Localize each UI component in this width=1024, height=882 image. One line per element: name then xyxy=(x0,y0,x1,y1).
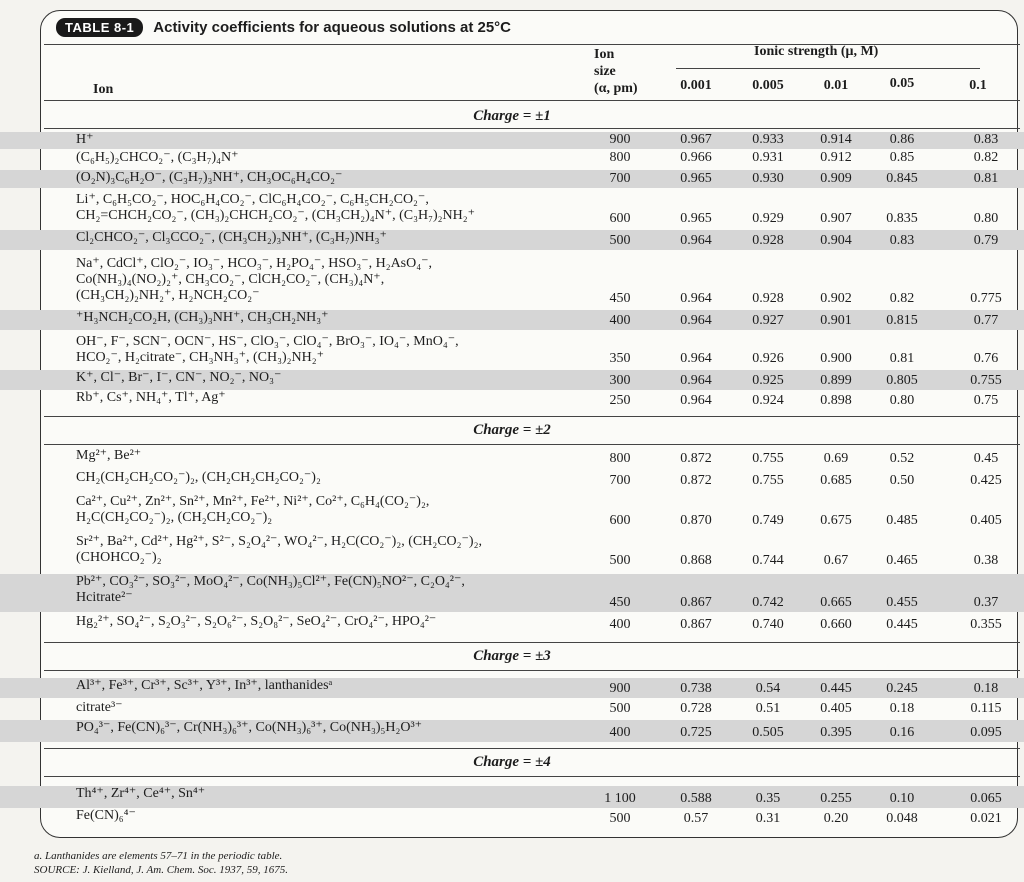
ion-size-value: 900 xyxy=(609,681,631,696)
table-row xyxy=(0,470,1024,490)
table-row xyxy=(0,786,1024,808)
table-row xyxy=(0,678,1024,698)
coef-0-05: 0.245 xyxy=(886,681,918,696)
table-row xyxy=(0,720,1024,742)
coef-0-001: 0.867 xyxy=(680,595,712,610)
coef-0-005: 0.925 xyxy=(752,373,784,388)
coef-0-05: 0.16 xyxy=(889,725,915,740)
coef-0-01: 0.901 xyxy=(820,313,852,328)
ion-size-header-line3: (α, pm) xyxy=(594,81,638,96)
ion-size-value: 450 xyxy=(609,595,631,610)
coef-0-1: 0.425 xyxy=(970,473,1002,488)
ion-size-value: 450 xyxy=(609,291,631,306)
section-rule-3-top xyxy=(44,642,1020,643)
coef-0-1: 0.115 xyxy=(970,701,1002,716)
ion-size-value: 600 xyxy=(609,513,631,528)
section-rule-2 xyxy=(44,444,1020,445)
coef-0-01: 0.255 xyxy=(820,791,852,806)
coef-0-01: 0.405 xyxy=(820,701,852,716)
coef-0-05: 0.485 xyxy=(886,513,918,528)
coef-0-1: 0.755 xyxy=(970,373,1002,388)
coef-0-001: 0.867 xyxy=(680,617,712,632)
coef-0-01: 0.660 xyxy=(820,617,852,632)
coef-0-01: 0.675 xyxy=(820,513,852,528)
ion-list: CH₂(CH₂CH₂CO₂⁻)₂, (CH₂CH₂CH₂CO₂⁻)₂ xyxy=(76,470,321,485)
coef-0-01: 0.67 xyxy=(823,553,849,568)
coef-0-01: 0.909 xyxy=(820,171,852,186)
coef-0-1: 0.77 xyxy=(973,313,999,328)
strength-0-005: 0.005 xyxy=(752,78,784,93)
coef-0-1: 0.75 xyxy=(973,393,999,408)
coef-0-05: 0.83 xyxy=(889,233,915,248)
coef-0-005: 0.926 xyxy=(752,351,784,366)
ion-list: Ca²⁺, Cu²⁺, Zn²⁺, Sn²⁺, Mn²⁺, Fe²⁺, Ni²⁺, Co²⁺, C₆H₄(CO₂⁻)₂, H₂C(CH₂CO₂⁻)₂, (CH₂CH₂CO₂⁻)₂ xyxy=(76,494,430,525)
coef-0-005: 0.928 xyxy=(752,233,784,248)
coef-0-005: 0.931 xyxy=(752,150,784,165)
ion-size-header-line1: Ion xyxy=(594,47,615,62)
ion-size-value: 500 xyxy=(609,701,631,716)
coef-0-001: 0.872 xyxy=(680,473,712,488)
section-rule-4 xyxy=(44,776,1020,777)
coef-0-005: 0.924 xyxy=(752,393,784,408)
coef-0-1: 0.775 xyxy=(970,291,1002,306)
coef-0-001: 0.965 xyxy=(680,171,712,186)
coef-0-001: 0.964 xyxy=(680,313,712,328)
section-heading-charge-4: Charge = ±4 xyxy=(473,754,551,770)
table-row xyxy=(0,494,1024,530)
coef-0-05: 0.82 xyxy=(889,291,915,306)
ion-list: K⁺, Cl⁻, Br⁻, I⁻, CN⁻, NO₂⁻, NO₃⁻ xyxy=(76,370,282,385)
coef-0-1: 0.76 xyxy=(973,351,999,366)
ion-size-value: 700 xyxy=(609,473,631,488)
ion-list: OH⁻, F⁻, SCN⁻, OCN⁻, HS⁻, ClO₃⁻, ClO₄⁻, BrO₃⁻, IO₄⁻, MnO₄⁻, HCO₂⁻, H₂citrate⁻, CH₃NH₃⁺, (CH₃)₂NH₂⁺ xyxy=(76,334,459,365)
coef-0-001: 0.964 xyxy=(680,291,712,306)
coef-0-005: 0.755 xyxy=(752,473,784,488)
coef-0-1: 0.83 xyxy=(973,132,999,147)
coef-0-001: 0.872 xyxy=(680,451,712,466)
coef-0-001: 0.964 xyxy=(680,351,712,366)
section-heading-charge-3: Charge = ±3 xyxy=(473,648,551,664)
section-rule-3 xyxy=(44,670,1020,671)
table-row xyxy=(0,132,1024,149)
coef-0-1: 0.021 xyxy=(970,811,1002,826)
coef-0-1: 0.18 xyxy=(973,681,999,696)
coef-0-001: 0.725 xyxy=(680,725,712,740)
ion-list: Th⁴⁺, Zr⁴⁺, Ce⁴⁺, Sn⁴⁺ xyxy=(76,786,206,801)
coef-0-1: 0.38 xyxy=(973,553,999,568)
table-row xyxy=(0,310,1024,330)
table-row xyxy=(0,192,1024,228)
ion-list: Sr²⁺, Ba²⁺, Cd²⁺, Hg²⁺, S²⁻, S₂O₄²⁻, WO₄²⁻, H₂C(CO₂⁻)₂, (CH₂CO₂⁻)₂, (CHOHCO₂⁻)₂ xyxy=(76,534,482,565)
coef-0-01: 0.685 xyxy=(820,473,852,488)
coef-0-01: 0.898 xyxy=(820,393,852,408)
coef-0-005: 0.930 xyxy=(752,171,784,186)
coef-0-005: 0.933 xyxy=(752,132,784,147)
table-row xyxy=(0,390,1024,410)
coef-0-01: 0.914 xyxy=(820,132,852,147)
coef-0-1: 0.37 xyxy=(973,595,999,610)
coef-0-05: 0.455 xyxy=(886,595,918,610)
ion-list: Cl₂CHCO₂⁻, Cl₃CCO₂⁻, (CH₃CH₂)₃NH⁺, (C₃H₇)NH₃⁺ xyxy=(76,230,387,245)
table-row xyxy=(0,448,1024,468)
table-row xyxy=(0,170,1024,188)
coef-0-005: 0.51 xyxy=(755,701,781,716)
ion-header: Ion xyxy=(93,82,114,97)
coef-0-005: 0.929 xyxy=(752,211,784,226)
ion-size-value: 800 xyxy=(609,451,631,466)
coef-0-1: 0.095 xyxy=(970,725,1002,740)
ion-list: (C₆H₅)₂CHCO₂⁻, (C₃H₇)₄N⁺ xyxy=(76,150,239,165)
coef-0-05: 0.10 xyxy=(889,791,915,806)
ion-list: PO₄³⁻, Fe(CN)₆³⁻, Cr(NH₃)₆³⁺, Co(NH₃)₆³⁺, Co(NH₃)₅H₂O³⁺ xyxy=(76,720,423,735)
strength-0-001: 0.001 xyxy=(680,78,712,93)
strength-0-05: 0.05 xyxy=(889,76,915,91)
coef-0-05: 0.50 xyxy=(889,473,915,488)
ion-list: Al³⁺, Fe³⁺, Cr³⁺, Sc³⁺, Y³⁺, In³⁺, lanthanidesᵃ xyxy=(76,678,333,693)
coef-0-1: 0.80 xyxy=(973,211,999,226)
coef-0-001: 0.964 xyxy=(680,233,712,248)
coef-0-001: 0.967 xyxy=(680,132,712,147)
coef-0-05: 0.465 xyxy=(886,553,918,568)
coef-0-05: 0.445 xyxy=(886,617,918,632)
footnote-lanthanides: a. Lanthanides are elements 57–71 in the periodic table. xyxy=(34,850,283,862)
ion-size-value: 300 xyxy=(609,373,631,388)
section-rule-4-top xyxy=(44,748,1020,749)
coef-0-001: 0.965 xyxy=(680,211,712,226)
ion-list: Pb²⁺, CO₃²⁻, SO₃²⁻, MoO₄²⁻, Co(NH₃)₅Cl²⁺, Fe(CN)₅NO²⁻, C₂O₄²⁻, Hcitrate²⁻ xyxy=(76,574,465,605)
coef-0-01: 0.899 xyxy=(820,373,852,388)
table-row xyxy=(0,534,1024,570)
ion-list: Rb⁺, Cs⁺, NH₄⁺, Tl⁺, Ag⁺ xyxy=(76,390,226,405)
coef-0-05: 0.81 xyxy=(889,351,915,366)
ion-size-header-line2: size xyxy=(594,64,616,79)
coef-0-001: 0.728 xyxy=(680,701,712,716)
coef-0-1: 0.405 xyxy=(970,513,1002,528)
ion-list: citrate³⁻ xyxy=(76,700,123,715)
ion-list: Fe(CN)₆⁴⁻ xyxy=(76,808,136,823)
ion-size-value: 500 xyxy=(609,811,631,826)
ion-size-value: 900 xyxy=(609,132,631,147)
ion-list: Hg₂²⁺, SO₄²⁻, S₂O₃²⁻, S₂O₆²⁻, S₂O₈²⁻, SeO₄²⁻, CrO₄²⁻, HPO₄²⁻ xyxy=(76,614,437,629)
coef-0-005: 0.742 xyxy=(752,595,784,610)
ion-size-value: 400 xyxy=(609,313,631,328)
strength-0-1: 0.1 xyxy=(969,78,987,93)
coef-0-1: 0.79 xyxy=(973,233,999,248)
section-rule-2-top xyxy=(44,416,1020,417)
table-row xyxy=(0,230,1024,250)
coef-0-001: 0.868 xyxy=(680,553,712,568)
coef-0-001: 0.57 xyxy=(683,811,709,826)
coef-0-05: 0.86 xyxy=(889,132,915,147)
section-heading-charge-2: Charge = ±2 xyxy=(473,422,551,438)
ion-size-value: 700 xyxy=(609,171,631,186)
coef-0-01: 0.912 xyxy=(820,150,852,165)
coef-0-005: 0.928 xyxy=(752,291,784,306)
table-row xyxy=(0,574,1024,612)
table-row xyxy=(0,700,1024,718)
coef-0-05: 0.18 xyxy=(889,701,915,716)
coef-0-005: 0.31 xyxy=(755,811,781,826)
coef-0-005: 0.54 xyxy=(755,681,781,696)
coef-0-01: 0.20 xyxy=(823,811,849,826)
header-rule xyxy=(44,100,1020,101)
ion-list: ⁺H₃NCH₂CO₂H, (CH₃)₃NH⁺, CH₃CH₂NH₃⁺ xyxy=(76,310,329,325)
coef-0-005: 0.35 xyxy=(755,791,781,806)
coef-0-05: 0.52 xyxy=(889,451,915,466)
coef-0-05: 0.815 xyxy=(886,313,918,328)
ion-size-value: 800 xyxy=(609,150,631,165)
ion-size-value: 350 xyxy=(609,351,631,366)
ion-size-value: 400 xyxy=(609,617,631,632)
coef-0-01: 0.69 xyxy=(823,451,849,466)
ion-list: H⁺ xyxy=(76,132,94,147)
coef-0-01: 0.395 xyxy=(820,725,852,740)
coef-0-05: 0.048 xyxy=(886,811,918,826)
table-row xyxy=(0,808,1024,828)
table-row xyxy=(0,334,1024,368)
footnote-source: SOURCE: J. Kielland, J. Am. Chem. Soc. 1937, 59, 1675. xyxy=(34,864,288,876)
coef-0-005: 0.927 xyxy=(752,313,784,328)
coef-0-1: 0.355 xyxy=(970,617,1002,632)
coef-0-01: 0.445 xyxy=(820,681,852,696)
coef-0-001: 0.588 xyxy=(680,791,712,806)
coef-0-1: 0.45 xyxy=(973,451,999,466)
table-caption xyxy=(56,18,511,37)
table-row xyxy=(0,150,1024,167)
ion-size-value: 600 xyxy=(609,211,631,226)
coef-0-05: 0.845 xyxy=(886,171,918,186)
ion-list: Mg²⁺, Be²⁺ xyxy=(76,448,142,463)
coef-0-01: 0.907 xyxy=(820,211,852,226)
section-heading-charge-1: Charge = ±1 xyxy=(473,108,551,124)
ion-list: Na⁺, CdCl⁺, ClO₂⁻, IO₃⁻, HCO₃⁻, H₂PO₄⁻, HSO₃⁻, H₂AsO₄⁻, Co(NH₃)₄(NO₂)₂⁺, CH₃CO₂⁻, ClCH₂CO₂⁻, (CH₃)₄N⁺, (CH₃CH₂)₂NH₂⁺, H₂NCH₂CO₂⁻ xyxy=(76,256,433,303)
ionic-strength-header: Ionic strength (μ, M) xyxy=(754,44,879,59)
coef-0-1: 0.81 xyxy=(973,171,999,186)
ion-size-value: 1 100 xyxy=(604,791,636,806)
table-title: Activity coefficients for aqueous solutions at 25°C xyxy=(153,19,512,36)
coef-0-005: 0.755 xyxy=(752,451,784,466)
ion-list: Li⁺, C₆H₅CO₂⁻, HOC₆H₄CO₂⁻, ClC₆H₄CO₂⁻, C₆H₅CH₂CO₂⁻, CH₂=CHCH₂CO₂⁻, (CH₃)₂CHCH₂CO₂⁻, (CH₃CH₂)₄N⁺, (C₃H₇)₂NH₂⁺ xyxy=(76,192,476,223)
coef-0-001: 0.966 xyxy=(680,150,712,165)
coef-0-1: 0.065 xyxy=(970,791,1002,806)
coef-0-1: 0.82 xyxy=(973,150,999,165)
coef-0-005: 0.744 xyxy=(752,553,784,568)
coef-0-01: 0.665 xyxy=(820,595,852,610)
ion-size-value: 500 xyxy=(609,233,631,248)
ionic-strength-rule xyxy=(676,68,980,69)
coef-0-005: 0.740 xyxy=(752,617,784,632)
coef-0-001: 0.964 xyxy=(680,373,712,388)
ion-size-value: 500 xyxy=(609,553,631,568)
coef-0-005: 0.749 xyxy=(752,513,784,528)
coef-0-01: 0.904 xyxy=(820,233,852,248)
coef-0-05: 0.805 xyxy=(886,373,918,388)
coef-0-01: 0.902 xyxy=(820,291,852,306)
table-row xyxy=(0,614,1024,634)
coef-0-05: 0.80 xyxy=(889,393,915,408)
coef-0-05: 0.835 xyxy=(886,211,918,226)
coef-0-05: 0.85 xyxy=(889,150,915,165)
section-rule-1 xyxy=(44,128,1020,129)
ion-size-value: 250 xyxy=(609,393,631,408)
coef-0-005: 0.505 xyxy=(752,725,784,740)
table-number-badge: TABLE 8-1 xyxy=(56,18,143,37)
coef-0-001: 0.964 xyxy=(680,393,712,408)
coef-0-001: 0.870 xyxy=(680,513,712,528)
coef-0-01: 0.900 xyxy=(820,351,852,366)
ion-size-header xyxy=(594,46,654,97)
strength-0-01: 0.01 xyxy=(823,78,849,93)
table-row xyxy=(0,370,1024,390)
coef-0-001: 0.738 xyxy=(680,681,712,696)
table-row xyxy=(0,256,1024,308)
ion-list: (O₂N)₃C₆H₂O⁻, (C₃H₇)₃NH⁺, CH₃OC₆H₄CO₂⁻ xyxy=(76,170,343,185)
ion-size-value: 400 xyxy=(609,725,631,740)
